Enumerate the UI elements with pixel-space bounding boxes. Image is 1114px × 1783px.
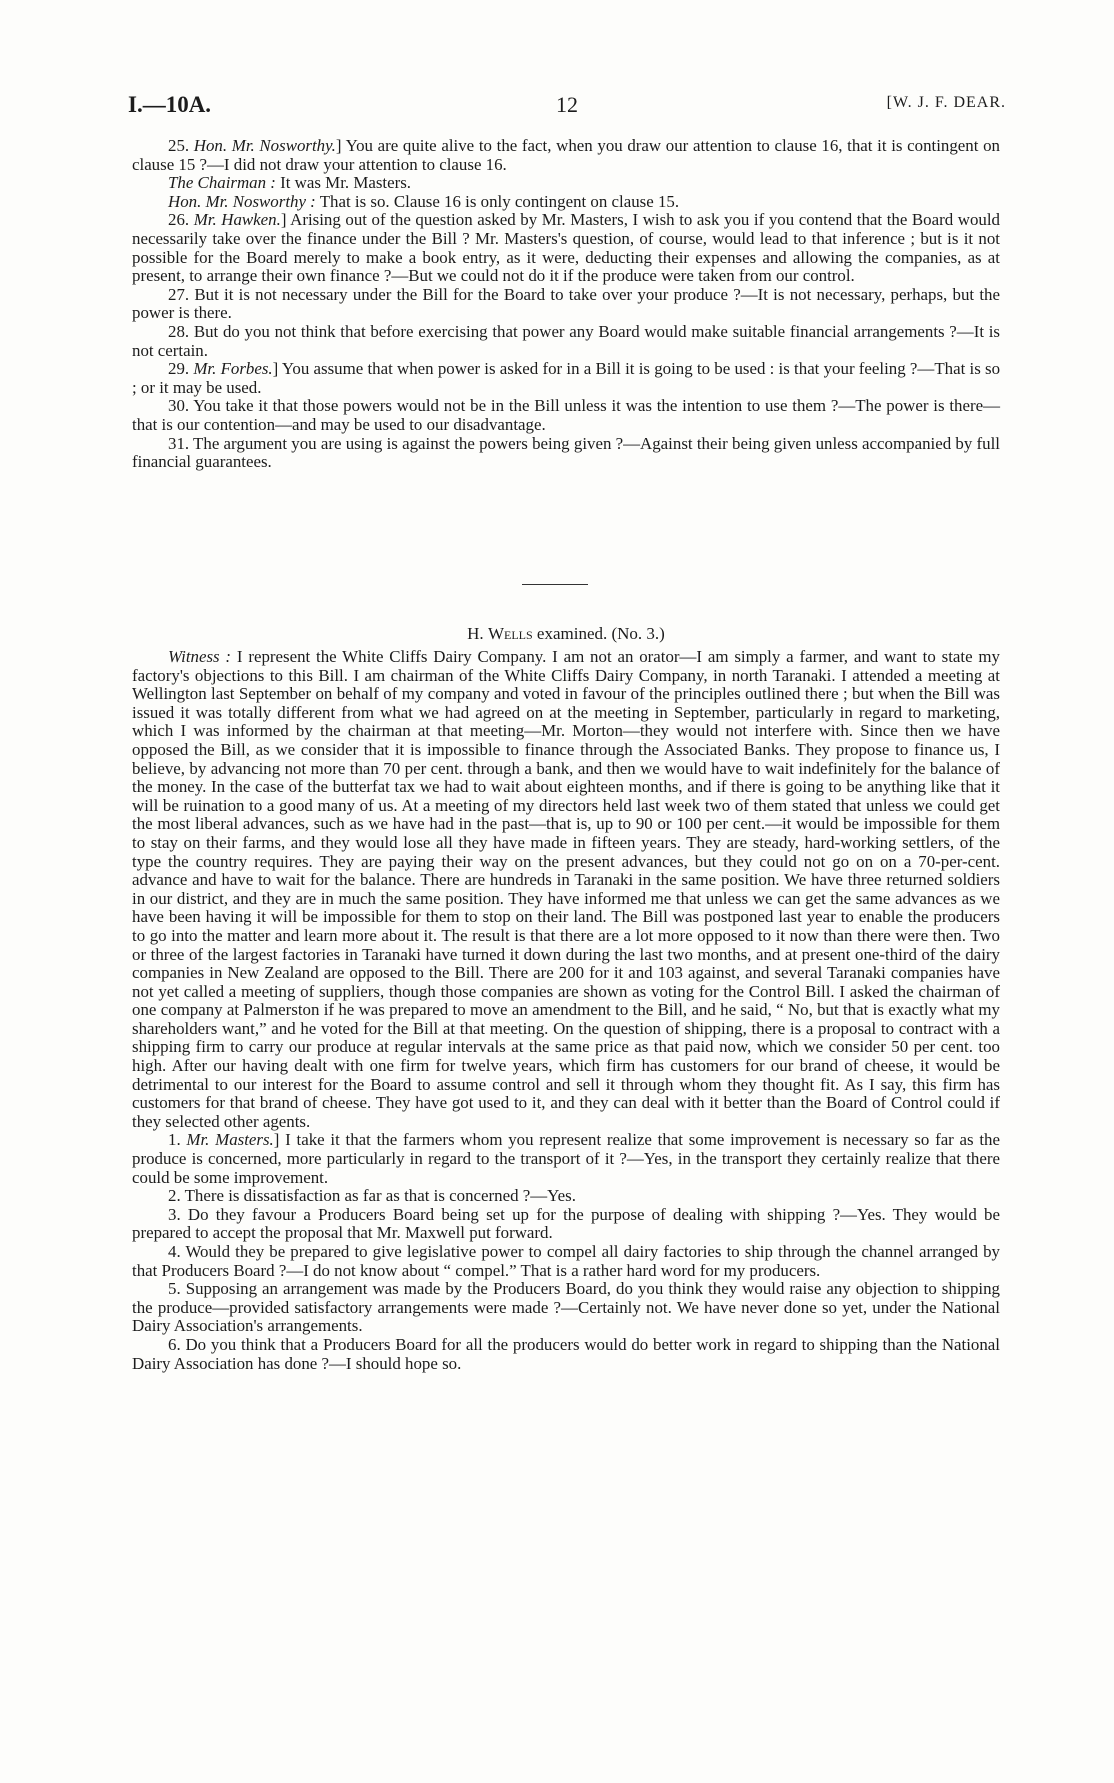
paragraph	[132, 174, 1000, 193]
paragraph-text: 29.	[168, 359, 194, 379]
paper-reference: I.—10A.	[128, 92, 212, 117]
speaker-label: Mr. Forbes.	[193, 359, 273, 379]
paragraph-text: ] You assume that when power is asked for in a Bill it is going to be used : is that your feeling ?—That is so ; or it may be used.	[132, 359, 1001, 397]
speaker-label: Hon. Mr. Nosworthy :	[168, 191, 316, 211]
speaker-label: Mr. Hawken.	[193, 210, 281, 230]
paragraph	[132, 1243, 1000, 1280]
page-header	[128, 92, 1006, 122]
paragraph-text: ] I take it that the farmers whom you represent realize that some improvement is necessary so far as the produce is concerned, more particularly in regard to the transport of it ?—Yes, in the transport they certainly realize that there could be some improvement.	[132, 1130, 1000, 1187]
paragraph-text: ] Arising out of the question asked by Mr. Masters, I wish to ask you if you contend that the Board would necessarily take over the finance under the Bill ? Mr. Masters's question, of course, would lead to that inference ; but is it not possible for the Board merely to make a book entry, as it were, deducting their expenses and allowing the companies, as at present, to arrange their own finance ?—But we could not do it if the produce were taken from our control.	[132, 210, 1000, 286]
paragraph-text: 2. There is dissatisfaction as far as that is concerned ?—Yes.	[168, 1186, 576, 1206]
section-heading	[132, 624, 1000, 644]
paragraph-text: 28. But do you not think that before exercising that power any Board would make suitable financial arrangements ?—It is not certain.	[132, 321, 1000, 360]
paragraph-text: That is so. Clause 16 is only contingent on clause 15.	[315, 191, 680, 211]
witness-reference: [W. J. F. DEAR.	[886, 94, 1006, 111]
evidence-top-section	[132, 137, 1000, 472]
paragraph	[132, 193, 1000, 212]
evidence-bottom-section	[132, 648, 1000, 1373]
paragraph	[132, 360, 1000, 397]
section-heading-rest: examined. (No. 3.)	[532, 624, 665, 643]
paragraph	[132, 137, 1000, 174]
speaker-label: Mr. Masters.	[186, 1130, 274, 1150]
paragraph	[132, 1131, 1000, 1187]
paragraph	[132, 435, 1000, 472]
section-separator	[522, 584, 588, 585]
section-heading-initial: H.	[467, 624, 488, 643]
paragraph-text: It was Mr. Masters.	[275, 173, 412, 193]
paragraph-text: 27. But it is not necessary under the Bill for the Board to take over your produce ?—It is not necessary, perhaps, but the power is there.	[132, 284, 1000, 323]
paragraph-text: 31. The argument you are using is against the powers being given ?—Against their being given unless accompanied by full financial guarantees.	[132, 433, 1000, 472]
paragraph	[132, 1206, 1000, 1243]
paragraph-text: 25.	[168, 136, 194, 155]
witness-name: Wells	[487, 624, 533, 643]
speaker-label: The Chairman :	[168, 173, 276, 193]
paragraph-text: 26.	[168, 210, 194, 230]
page-number: 12	[556, 92, 578, 117]
paragraph-text: ] You are quite alive to the fact, when you draw our attention to clause 16, that it is contingent on clause 15 ?—I did not draw your attention to clause 16.	[132, 136, 1000, 174]
paragraph	[132, 397, 1000, 434]
paragraph-text: 5. Supposing an arrangement was made by the Producers Board, do you think they would raise any objection to shipping the produce—provided satisfactory arrangements were made ?—Certainly not. We have never done so yet, under the National Dairy Association's arrangements.	[132, 1279, 1000, 1336]
paragraph-text: 3. Do they favour a Producers Board being set up for the purpose of dealing with shipping ?—Yes. They would be prepared to accept the proposal that Mr. Maxwell put forward.	[132, 1204, 1000, 1243]
speaker-label: Hon. Mr. Nosworthy.	[193, 136, 336, 155]
paragraph	[132, 648, 1000, 1131]
paragraph-text: 1.	[168, 1130, 187, 1150]
paragraph	[132, 323, 1000, 360]
paragraph-text: 4. Would they be prepared to give legislative power to compel all dairy factories to ship through the channel arranged by that Producers Board ?—I do not know about “ compel.” That is a rather hard word for my producers.	[132, 1242, 1000, 1280]
paragraph	[132, 1336, 1000, 1373]
paragraph-text: I represent the White Cliffs Dairy Company. I am not an orator—I am simply a farmer, and want to state my factory's objections to this Bill. I am chairman of the White Cliffs Dairy Company, in north Taranaki. I attended a meeting at Wellington last September on behalf of my company and voted in favour of the principles outlined there ; but when the Bill was issued it was totally different from what we had agreed on at the meeting in September, particularly in regard to marketing, which I was informed by the chairman at that meeting—Mr. Morton—they would not interfere with. Since then we have opposed the Bill, as we consider that it is impossible to finance through the Associated Banks. They propose to finance us, I believe, by advancing not more than 70 per cent. through a bank, and then we would have to wait indefinitely for the balance of the money. In the case of the butterfat tax we had to wait about eighteen months, and if there is going to be anything like that it will be ruination to a good many of us. At a meeting of my directors held last week two of them stated that unless we could get the most liberal advances, such as we have had in the past—that is, up to 90 or 100 per cent.—it would be impossible for them to stay on their farms, and they would lose all they have made in fifteen years. They are steady, hard-working settlers, of the type the country requires. They are paying their way on the present advances, but they could not go on on a 70-per-cent. advance and have to wait for the balance. There are hundreds in Taranaki in the same position. We have three returned soldiers in our district, and they are in much the same position. They have informed me that unless we can get the same advances as we have been having it will be impossible for them to stop on their land. The Bill was postponed last year to enable the producers to go into the matter and learn more about it. The result is that there are a lot more opposed to it now than there were then. Two or three of the largest factories in Taranaki have turned it down during the last two months, and at present one-third of the dairy companies in New Zealand are opposed to the Bill. There are 200 for it and 103 against, and several Taranaki companies have not yet called a meeting of suppliers, though those companies are shown as voting for the Control Bill. I asked the chairman of one company at Palmerston if he was prepared to move an amendment to the Bill, and he said, “ No, but that is exactly what my shareholders want,” and he voted for the Bill at that meeting. On the question of shipping, there is a proposal to contract with a shipping firm to carry our produce at regular intervals at the same price as that paid now, which we consider 50 per cent. too high. After our having dealt with one firm for twelve years, which firm has customers for our brand of cheese, it would be detrimental to our interest for the Board to assume control and sell it through whom they thought fit. As I say, this firm has customers for that brand of cheese. They have got used to it, and they can deal with it better than the Board of Control could if they selected other agents.	[132, 647, 1000, 1131]
speaker-label: Witness :	[168, 647, 232, 666]
paragraph	[132, 1187, 1000, 1206]
paragraph	[132, 211, 1000, 285]
paragraph	[132, 1280, 1000, 1336]
paragraph	[132, 286, 1000, 323]
paragraph-text: 30. You take it that those powers would not be in the Bill unless it was the intention to use them ?—The power is there—that is our contention—and may be used to our disadvantage.	[132, 396, 1000, 434]
paragraph-text: 6. Do you think that a Producers Board for all the producers would do better work in regard to shipping than the National Dairy Association has done ?—I should hope so.	[132, 1334, 1000, 1373]
